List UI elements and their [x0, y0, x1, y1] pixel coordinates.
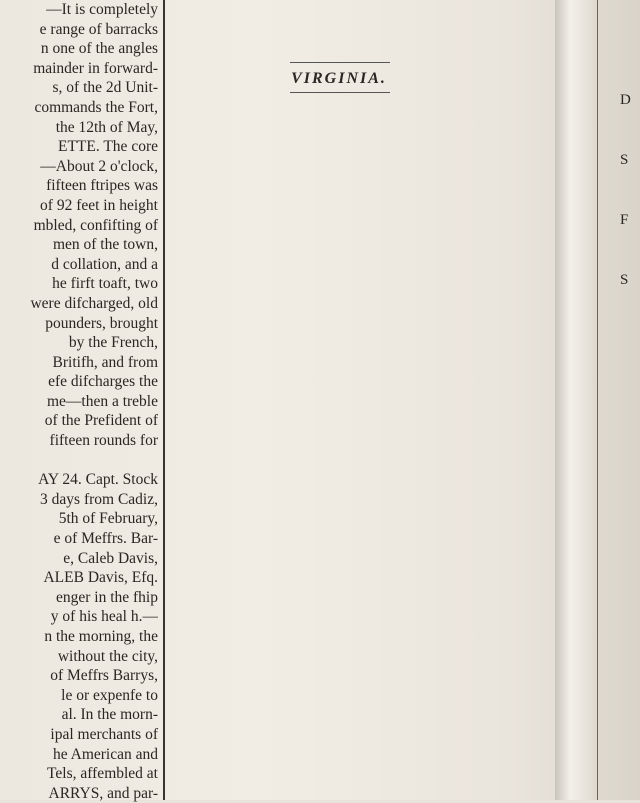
text-line: al. In the morn- — [61, 706, 158, 724]
text-line: ipal merchants of — [50, 725, 158, 743]
text-line: by the French, — [68, 334, 158, 352]
text-line: —About 2 o'clock, — [40, 157, 158, 175]
text-line: le or expenfe to — [61, 686, 158, 704]
text-line — [0, 451, 158, 471]
text-line: were difcharged, old — [30, 294, 158, 312]
text-line: the 12th of May, — [55, 118, 158, 136]
text-line: ARRYS, and par- — [48, 784, 158, 802]
text-line: of Meffrs Barrys, — [50, 667, 158, 685]
text-line: ALEB Davis, Efq. — [43, 569, 158, 587]
text-line: me—then a treble — [46, 392, 158, 410]
text-line: enger in the fhip — [55, 588, 158, 606]
text-line: y of his heal h.— — [50, 608, 158, 626]
text-line: Britifh, and from — [52, 353, 158, 371]
text-line: fifteen ftripes was — [46, 177, 158, 195]
text-line: of 92 feet in height — [40, 196, 158, 214]
text-line: s, of the 2d Unit- — [52, 79, 158, 97]
text-line: e, Caleb Davis, — [63, 549, 158, 567]
text-line: F — [620, 212, 629, 228]
text-line: —It is completely — [46, 1, 158, 18]
text-line: n the morning, the — [44, 628, 158, 645]
text-line: men of the town, — [52, 236, 158, 254]
text-line: mainder in forward- — [33, 59, 158, 77]
column-rule-right — [597, 0, 598, 800]
headline-rule — [290, 92, 390, 93]
column-rule — [163, 0, 165, 800]
text-line: Tels, affembled at — [47, 765, 158, 783]
text-line: of the Prefident of — [44, 412, 158, 430]
text-line: pounders, brought — [45, 314, 158, 332]
text-line: D — [620, 92, 631, 108]
text-line: fifteen rounds for — [49, 432, 158, 450]
text-line: e range of barracks — [39, 20, 158, 38]
text-line: he firft toaft, two — [52, 275, 158, 293]
text-line: S — [620, 152, 629, 168]
text-line: e of Meffrs. Bar- — [53, 530, 158, 548]
text-line: mbled, confifting of — [33, 216, 158, 234]
article-headline: VIRGINIA. — [291, 70, 387, 87]
header-rule — [290, 62, 390, 63]
text-line: ETTE. The core — [58, 138, 158, 156]
text-line: he American and — [52, 745, 158, 763]
text-line: commands the Fort, — [34, 98, 158, 116]
text-line: d collation, and a — [51, 255, 158, 273]
text-line: efe difcharges the — [48, 373, 158, 391]
page-fold — [555, 0, 593, 800]
text-line: S — [620, 272, 629, 288]
right-column — [620, 70, 640, 310]
text-line: 5th of February, — [58, 510, 158, 528]
text-line: 3 days from Cadiz, — [40, 490, 158, 508]
left-column — [0, 0, 158, 803]
text-line: without the city, — [57, 647, 158, 665]
text-line: AY 24. Capt. Stock — [38, 471, 158, 489]
text-line: n one of the angles — [40, 40, 158, 58]
